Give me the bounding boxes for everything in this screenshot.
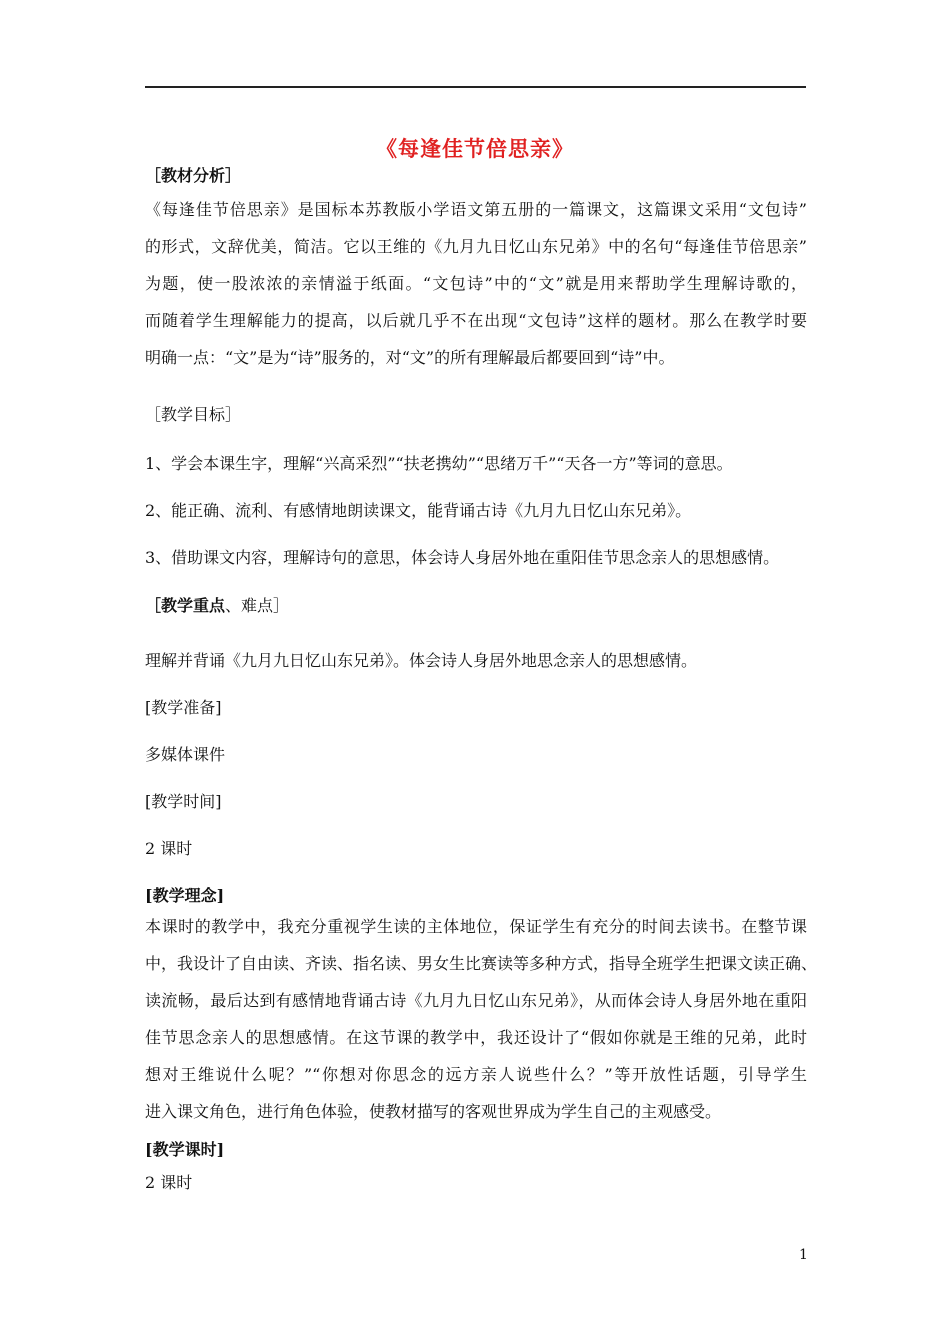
analysis-line: 的形式，文辞优美，简洁。它以王维的《九月九日忆山东兄弟》中的名句“每逢佳节倍思亲” bbox=[145, 237, 807, 256]
philosophy-paragraph bbox=[145, 908, 818, 1130]
hours-text: 2 课时 bbox=[145, 1173, 193, 1192]
analysis-heading: ［教材分析］ bbox=[145, 166, 242, 185]
time-text: 2 课时 bbox=[145, 839, 193, 858]
document-title: 《每逢佳节倍思亲》 bbox=[376, 136, 574, 161]
prep-heading: [教学准备] bbox=[145, 698, 222, 717]
page-number: 1 bbox=[799, 1247, 808, 1263]
philosophy-line: 中，我设计了自由读、齐读、指名读、男女生比赛读等多种方式，指导全班学生把课文读正确、 bbox=[145, 954, 818, 973]
keypoints-heading bbox=[145, 593, 807, 616]
goal-item: 3、借助课文内容，理解诗句的意思，体会诗人身居外地在重阳佳节思念亲人的思想感情。 bbox=[145, 548, 780, 567]
philosophy-heading: [教学理念] bbox=[145, 886, 225, 905]
philosophy-line: 本课时的教学中，我充分重视学生读的主体地位，保证学生有充分的时间去读书。在整节课 bbox=[145, 917, 807, 936]
analysis-line: 《每逢佳节倍思亲》是国标本苏教版小学语文第五册的一篇课文，这篇课文采用“文包诗” bbox=[145, 200, 807, 219]
prep-text: 多媒体课件 bbox=[145, 745, 226, 764]
philosophy-line: 读流畅，最后达到有感情地背诵古诗《九月九日忆山东兄弟》，从而体会诗人身居外地在重阳 bbox=[145, 991, 807, 1010]
time-heading: [教学时间] bbox=[145, 792, 222, 811]
goals-heading: ［教学目标］ bbox=[145, 405, 242, 424]
keypoints-text: 理解并背诵《九月九日忆山东兄弟》。体会诗人身居外地思念亲人的思想感情。 bbox=[145, 651, 698, 670]
philosophy-line: 进入课文角色，进行角色体验，使教材描写的客观世界成为学生自己的主观感受。 bbox=[145, 1102, 722, 1121]
philosophy-line: 想对王维说什么呢？”“你想对你思念的远方亲人说些什么？”等开放性话题，引导学生 bbox=[145, 1065, 807, 1084]
analysis-line: 明确一点：“文”是为“诗”服务的，对“文”的所有理解最后都要回到“诗”中。 bbox=[145, 348, 675, 367]
analysis-paragraph bbox=[145, 191, 807, 376]
header-rule bbox=[145, 86, 806, 88]
goal-item: 2、能正确、流利、有感情地朗读课文，能背诵古诗《九月九日忆山东兄弟》。 bbox=[145, 501, 692, 520]
analysis-line: 而随着学生理解能力的提高，以后就几乎不在出现“文包诗”这样的题材。那么在教学时要 bbox=[145, 311, 807, 330]
keypoints-heading-bold: ［教学重点 bbox=[145, 596, 226, 615]
goal-item: 1、学会本课生字，理解“兴高采烈”“扶老携幼”“思绪万千”“天各一方”等词的意思。 bbox=[145, 454, 733, 473]
keypoints-heading-rest: 、难点］ bbox=[225, 596, 290, 615]
analysis-line: 为题，使一股浓浓的亲情溢于纸面。“文包诗”中的“文”就是用来帮助学生理解诗歌的， bbox=[145, 274, 807, 293]
philosophy-line: 佳节思念亲人的思想感情。在这节课的教学中，我还设计了“假如你就是王维的兄弟，此时 bbox=[145, 1028, 807, 1047]
hours-heading: [教学课时] bbox=[145, 1140, 225, 1159]
